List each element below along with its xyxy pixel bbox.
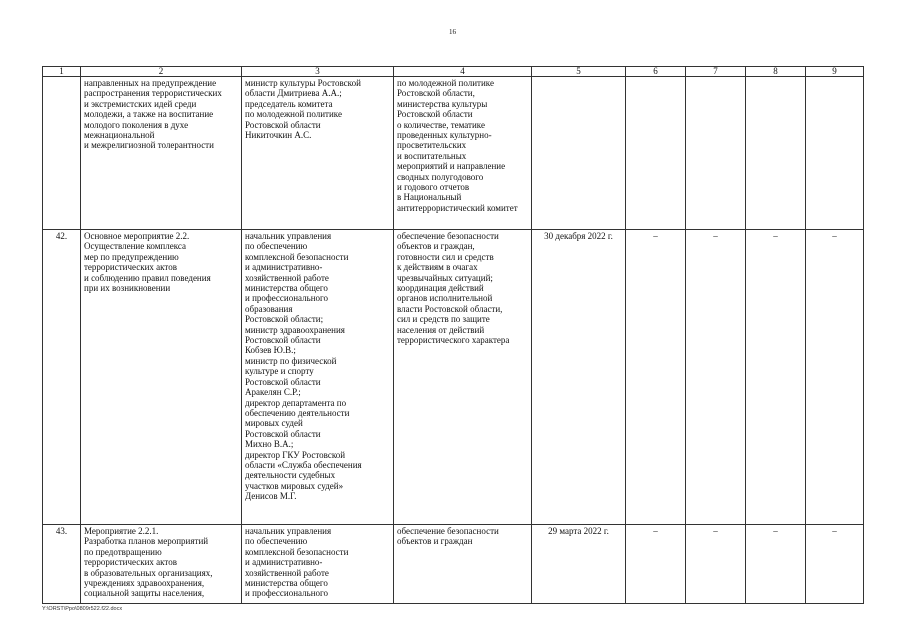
table-row xyxy=(43,525,864,604)
responsible-executor: начальник управления по обеспечению комплексной безопасности и административно- хозяйственной работе министерства общего и профессионального xyxy=(242,525,394,604)
col7-value xyxy=(686,77,746,230)
header-cell: 1 xyxy=(43,67,81,77)
expected-result: по молодежной политике Ростовской области, министерства культуры Ростовской области о количестве, тематике проведенных культурно- просветительских и воспитательных мероприятий и направление сводных полугодового и годового отчетов в Национальный антитеррористический комитет xyxy=(394,77,532,230)
col6-value: – xyxy=(626,525,686,604)
measures-table xyxy=(42,66,864,604)
table-row xyxy=(43,77,864,230)
header-cell: 3 xyxy=(242,67,394,77)
col9-value: – xyxy=(806,525,864,604)
measure-name: Основное мероприятие 2.2. Осуществление комплекса мер по предупреждению террористических актов и соблюдению правил поведения при их возникновении xyxy=(81,230,242,525)
expected-result: обеспечение безопасности объектов и граждан xyxy=(394,525,532,604)
header-cell: 6 xyxy=(626,67,686,77)
file-path-footer: Y:\ORST\Ppo\0809r522.f22.docx xyxy=(42,606,123,612)
deadline xyxy=(532,77,626,230)
header-cell: 2 xyxy=(81,67,242,77)
col8-value: – xyxy=(746,230,806,525)
header-cell: 9 xyxy=(806,67,864,77)
header-row xyxy=(43,67,864,77)
col7-value: – xyxy=(686,525,746,604)
row-number xyxy=(43,77,81,230)
row-number: 42. xyxy=(43,230,81,525)
header-cell: 8 xyxy=(746,67,806,77)
col7-value: – xyxy=(686,230,746,525)
responsible-executor: министр культуры Ростовской области Дмитриева А.А.; председатель комитета по молодежной политике Ростовской области Никиточкин А.С. xyxy=(242,77,394,230)
header-cell: 7 xyxy=(686,67,746,77)
deadline: 30 декабря 2022 г. xyxy=(532,230,626,525)
responsible-executor: начальник управления по обеспечению комплексной безопасности и административно- хозяйственной работе министерства общего и профессионального образования Ростовской области; министр здравоохранения Ростовской области Кобзев Ю.В.; министр по физической культуре и спорту Ростовской области Аракелян С.Р.; директор департамента по обеспечению деятельности мировых судей Ростовской области Михно В.А.; директор ГКУ Ростовской области «Служба обеспечения деятельности судебных участков мировых судей» Денисов М.Г. xyxy=(242,230,394,525)
header-cell: 5 xyxy=(532,67,626,77)
measure-name: Мероприятие 2.2.1. Разработка планов мероприятий по предотвращению террористических актов в образовательных организациях, учреждениях здравоохранения, социальной защиты населения, xyxy=(81,525,242,604)
deadline: 29 марта 2022 г. xyxy=(532,525,626,604)
measure-name: направленных на предупреждение распространения террористических и экстремистских идей среди молодежи, а также на воспитание молодого поколения в духе межнациональной и межрелигиозной толерантности xyxy=(81,77,242,230)
row-number: 43. xyxy=(43,525,81,604)
page-number: 16 xyxy=(449,28,456,36)
col9-value: – xyxy=(806,230,864,525)
header-cell: 4 xyxy=(394,67,532,77)
col9-value xyxy=(806,77,864,230)
col8-value: – xyxy=(746,525,806,604)
col8-value xyxy=(746,77,806,230)
col6-value: – xyxy=(626,230,686,525)
col6-value xyxy=(626,77,686,230)
table-row xyxy=(43,230,864,525)
expected-result: обеспечение безопасности объектов и граждан, готовности сил и средств к действиям в очагах чрезвычайных ситуаций; координация действий органов исполнительной власти Ростовской области, сил и средств по защите населения от действий террористического характера xyxy=(394,230,532,525)
